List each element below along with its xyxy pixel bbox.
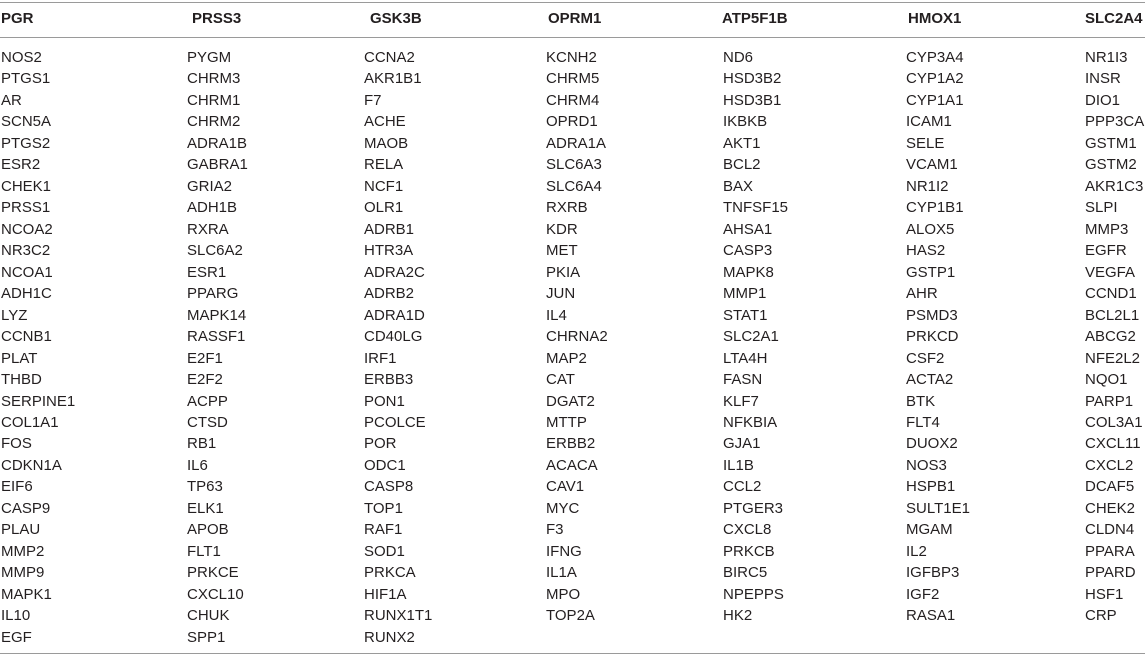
table-cell: HIF1A [364, 585, 407, 603]
table-cell: TP63 [187, 478, 223, 496]
table-cell: BAX [723, 177, 754, 195]
table-cell: PTGS1 [1, 70, 51, 88]
table-cell: MAP2 [546, 349, 587, 367]
table-cell: LTA4H [723, 349, 768, 367]
table-cell: APOB [187, 521, 229, 539]
table-cell: ACACA [546, 456, 598, 474]
table-cell: IL2 [906, 542, 927, 560]
table-cell: RUNX1T1 [364, 607, 433, 625]
table-cell: MMP2 [1, 542, 45, 560]
column-header: PRSS3 [192, 10, 242, 27]
table-cell: F3 [546, 521, 564, 539]
table-cell: TOP1 [364, 499, 403, 517]
table-cell: CSF2 [906, 349, 945, 367]
table-cell: CHRNA2 [546, 328, 608, 346]
table-cell: CYP1A2 [906, 70, 964, 88]
table-cell: VEGFA [1085, 263, 1136, 281]
table-cell: SOD1 [364, 542, 405, 560]
table-cell: POR [364, 435, 397, 453]
table-cell: CHUK [187, 607, 230, 625]
table-cell: ACPP [187, 392, 228, 410]
table-cell: GJA1 [723, 435, 761, 453]
table-cell: ESR2 [1, 156, 41, 174]
table-cell: SULT1E1 [906, 499, 970, 517]
table-cell: NFE2L2 [1085, 349, 1141, 367]
table-cell: OLR1 [364, 199, 404, 217]
table-cell: CHEK1 [1, 177, 52, 195]
table-cell: IL6 [187, 456, 208, 474]
table-cell: RASSF1 [187, 328, 246, 346]
table-cell: AKT1 [723, 134, 761, 152]
column-header: ATP5F1B [722, 10, 788, 27]
table-cell: CAV1 [546, 478, 585, 496]
table-cell: KCNH2 [546, 49, 597, 66]
table-cell: CCNA2 [364, 49, 415, 66]
table-cell: PPARA [1085, 542, 1135, 560]
table-cell: NPEPPS [723, 585, 784, 603]
table-cell: CAT [546, 371, 575, 389]
table-cell: MMP9 [1, 564, 45, 582]
table-cell: MTTP [546, 413, 587, 431]
table-cell: CXCL8 [723, 521, 772, 539]
table-cell: ADRB2 [364, 285, 415, 303]
table-cell: RXRA [187, 220, 229, 238]
table-cell: CYP1A1 [906, 91, 964, 109]
table-cell: BTK [906, 392, 936, 410]
table-cell: GSTM2 [1085, 156, 1137, 174]
column-header: PGR [1, 10, 34, 27]
table-cell: FLT4 [906, 413, 940, 431]
table-cell: RAF1 [364, 521, 403, 539]
table-cell: PTGER3 [723, 499, 784, 517]
table-cell: HSD3B2 [723, 70, 782, 88]
table-cell: INSR [1085, 70, 1121, 88]
table-cell: ODC1 [364, 456, 406, 474]
table-cell: PRKCA [364, 564, 416, 582]
table-cell: CHEK2 [1085, 499, 1136, 517]
table-cell: ALOX5 [906, 220, 955, 238]
table-cell: PCOLCE [364, 413, 426, 431]
table-cell: CASP3 [723, 242, 773, 260]
table-cell: BIRC5 [723, 564, 768, 582]
table-cell: CXCL2 [1085, 456, 1134, 474]
table-cell: IGFBP3 [906, 564, 960, 582]
table-cell: CDKN1A [1, 456, 62, 474]
column-header: OPRM1 [548, 10, 602, 27]
table-cell: PYGM [187, 49, 232, 66]
table-cell: NOS2 [1, 49, 42, 66]
table-cell: ABCG2 [1085, 328, 1136, 346]
table-cell: SLPI [1085, 199, 1118, 217]
table-cell: NCOA1 [1, 263, 53, 281]
table-cell: OPRD1 [546, 113, 598, 131]
table-cell: BCL2L1 [1085, 306, 1140, 324]
table-cell: MAPK1 [1, 585, 52, 603]
table-cell: NCOA2 [1, 220, 53, 238]
table-cell: SELE [906, 134, 945, 152]
table-cell: AR [1, 91, 22, 109]
table-cell: DUOX2 [906, 435, 958, 453]
table-cell: DGAT2 [546, 392, 595, 410]
table-cell: NFKBIA [723, 413, 778, 431]
table-cell: TNFSF15 [723, 199, 789, 217]
table-cell: ERBB2 [546, 435, 596, 453]
table-cell: MET [546, 242, 578, 260]
table-cell: DIO1 [1085, 91, 1121, 109]
table-cell: MAPK8 [723, 263, 774, 281]
table-cell: DCAF5 [1085, 478, 1135, 496]
table-cell: SCN5A [1, 113, 52, 131]
table-cell: THBD [1, 371, 42, 389]
table-cell: NCF1 [364, 177, 404, 195]
column-header: GSK3B [370, 10, 422, 27]
table-top-rule [0, 2, 1145, 3]
table-cell: ESR1 [187, 263, 227, 281]
table-cell: PPARG [187, 285, 239, 303]
table-cell: CHRM5 [546, 70, 600, 88]
table-cell: SERPINE1 [1, 392, 76, 410]
table-cell: IRF1 [364, 349, 397, 367]
table-cell: FASN [723, 371, 763, 389]
table-cell: ADRA1D [364, 306, 425, 324]
table-cell: CASP9 [1, 499, 51, 517]
table-cell: CCL2 [723, 478, 762, 496]
table-cell: IKBKB [723, 113, 768, 131]
table-header-rule [0, 37, 1145, 38]
table-cell: AHSA1 [723, 220, 773, 238]
table-cell: VCAM1 [906, 156, 958, 174]
table-cell: PTGS2 [1, 134, 51, 152]
table-cell: SLC6A4 [546, 177, 602, 195]
table-cell: AKR1B1 [364, 70, 422, 88]
table-cell: IL10 [1, 607, 31, 625]
table-cell: CCNB1 [1, 328, 52, 346]
table-cell: SLC2A1 [723, 328, 779, 346]
table-cell: PRKCE [187, 564, 239, 582]
table-cell: CD40LG [364, 328, 423, 346]
table-cell: SPP1 [187, 628, 226, 646]
table-cell: PLAU [1, 521, 41, 539]
table-cell: MAPK14 [187, 306, 247, 324]
table-cell: HTR3A [364, 242, 414, 260]
table-cell: PPP3CA [1085, 113, 1145, 131]
table-cell: FLT1 [187, 542, 221, 560]
table-cell: PSMD3 [906, 306, 958, 324]
table-cell: ADRA1B [187, 134, 248, 152]
table-cell: BCL2 [723, 156, 761, 174]
table-cell: RELA [364, 156, 404, 174]
table-cell: ACTA2 [906, 371, 954, 389]
table-cell: PKIA [546, 263, 581, 281]
table-cell: ADRA2C [364, 263, 425, 281]
table-cell: CTSD [187, 413, 228, 431]
table-cell: FOS [1, 435, 32, 453]
table-cell: IFNG [546, 542, 582, 560]
table-cell: IL4 [546, 306, 567, 324]
table-cell: RXRB [546, 199, 588, 217]
table-cell: HSF1 [1085, 585, 1124, 603]
table-cell: MGAM [906, 521, 953, 539]
table-cell: MMP1 [723, 285, 767, 303]
table-cell: JUN [546, 285, 576, 303]
table-cell: STAT1 [723, 306, 768, 324]
table-cell: CXCL10 [187, 585, 244, 603]
table-cell: SLC6A3 [546, 156, 602, 174]
table-cell: RB1 [187, 435, 217, 453]
table-cell: NQO1 [1085, 371, 1128, 389]
table-cell: ERBB3 [364, 371, 414, 389]
table-cell: HAS2 [906, 242, 946, 260]
table-cell: CHRM3 [187, 70, 241, 88]
table-cell: LYZ [1, 306, 28, 324]
table-cell: ADRB1 [364, 220, 415, 238]
table-cell: PPARD [1085, 564, 1136, 582]
table-cell: CHRM4 [546, 91, 600, 109]
table-cell: ICAM1 [906, 113, 952, 131]
table-cell: EGFR [1085, 242, 1127, 260]
table-cell: PARP1 [1085, 392, 1134, 410]
table-cell: HSPB1 [906, 478, 956, 496]
table-cell: IL1B [723, 456, 754, 474]
table-cell: GRIA2 [187, 177, 233, 195]
table-cell: ADH1C [1, 285, 52, 303]
table-cell: CASP8 [364, 478, 414, 496]
table-cell: PLAT [1, 349, 38, 367]
table-cell: ACHE [364, 113, 406, 131]
table-cell: GABRA1 [187, 156, 248, 174]
table-cell: CYP3A4 [906, 49, 964, 66]
table-cell: MMP3 [1085, 220, 1129, 238]
table-cell: ADH1B [187, 199, 238, 217]
table-cell: NR3C2 [1, 242, 51, 260]
table-cell: RUNX2 [364, 628, 415, 646]
table-cell: CCND1 [1085, 285, 1137, 303]
table-cell: PRKCB [723, 542, 775, 560]
table-cell: CRP [1085, 607, 1117, 625]
table-cell: HSD3B1 [723, 91, 782, 109]
table-cell: AKR1C3 [1085, 177, 1144, 195]
table-cell: IGF2 [906, 585, 940, 603]
table-cell: PON1 [364, 392, 405, 410]
table-cell: MYC [546, 499, 580, 517]
table-cell: MAOB [364, 134, 409, 152]
table-cell: EGF [1, 628, 32, 646]
table-cell: HK2 [723, 607, 753, 625]
table-cell: CLDN4 [1085, 521, 1135, 539]
table-cell: GSTM1 [1085, 134, 1137, 152]
table-cell: CHRM2 [187, 113, 241, 131]
table-cell: RASA1 [906, 607, 956, 625]
table-bottom-rule [0, 653, 1145, 654]
table-cell: MPO [546, 585, 581, 603]
column-header: SLC2A4 [1085, 10, 1143, 27]
table-cell: EIF6 [1, 478, 33, 496]
table-cell: NOS3 [906, 456, 947, 474]
table-cell: E2F2 [187, 371, 223, 389]
table-cell: PRSS1 [1, 199, 51, 217]
table-cell: KDR [546, 220, 578, 238]
table-cell: KLF7 [723, 392, 759, 410]
table-cell: PRKCD [906, 328, 959, 346]
table-cell: F7 [364, 91, 382, 109]
table-cell: CXCL11 [1085, 435, 1141, 453]
table-cell: NR1I3 [1085, 49, 1128, 66]
column-header: HMOX1 [908, 10, 962, 27]
table-cell: IL1A [546, 564, 577, 582]
table-cell: NR1I2 [906, 177, 949, 195]
table-cell: GSTP1 [906, 263, 956, 281]
table-cell: CYP1B1 [906, 199, 964, 217]
table-cell: CHRM1 [187, 91, 241, 109]
table-cell: ND6 [723, 49, 754, 66]
table-cell: ADRA1A [546, 134, 607, 152]
table-cell: COL3A1 [1085, 413, 1143, 431]
table-cell: SLC6A2 [187, 242, 243, 260]
table-cell: COL1A1 [1, 413, 59, 431]
table-cell: TOP2A [546, 607, 595, 625]
table-cell: ELK1 [187, 499, 224, 517]
table-cell: AHR [906, 285, 938, 303]
table-cell: E2F1 [187, 349, 223, 367]
